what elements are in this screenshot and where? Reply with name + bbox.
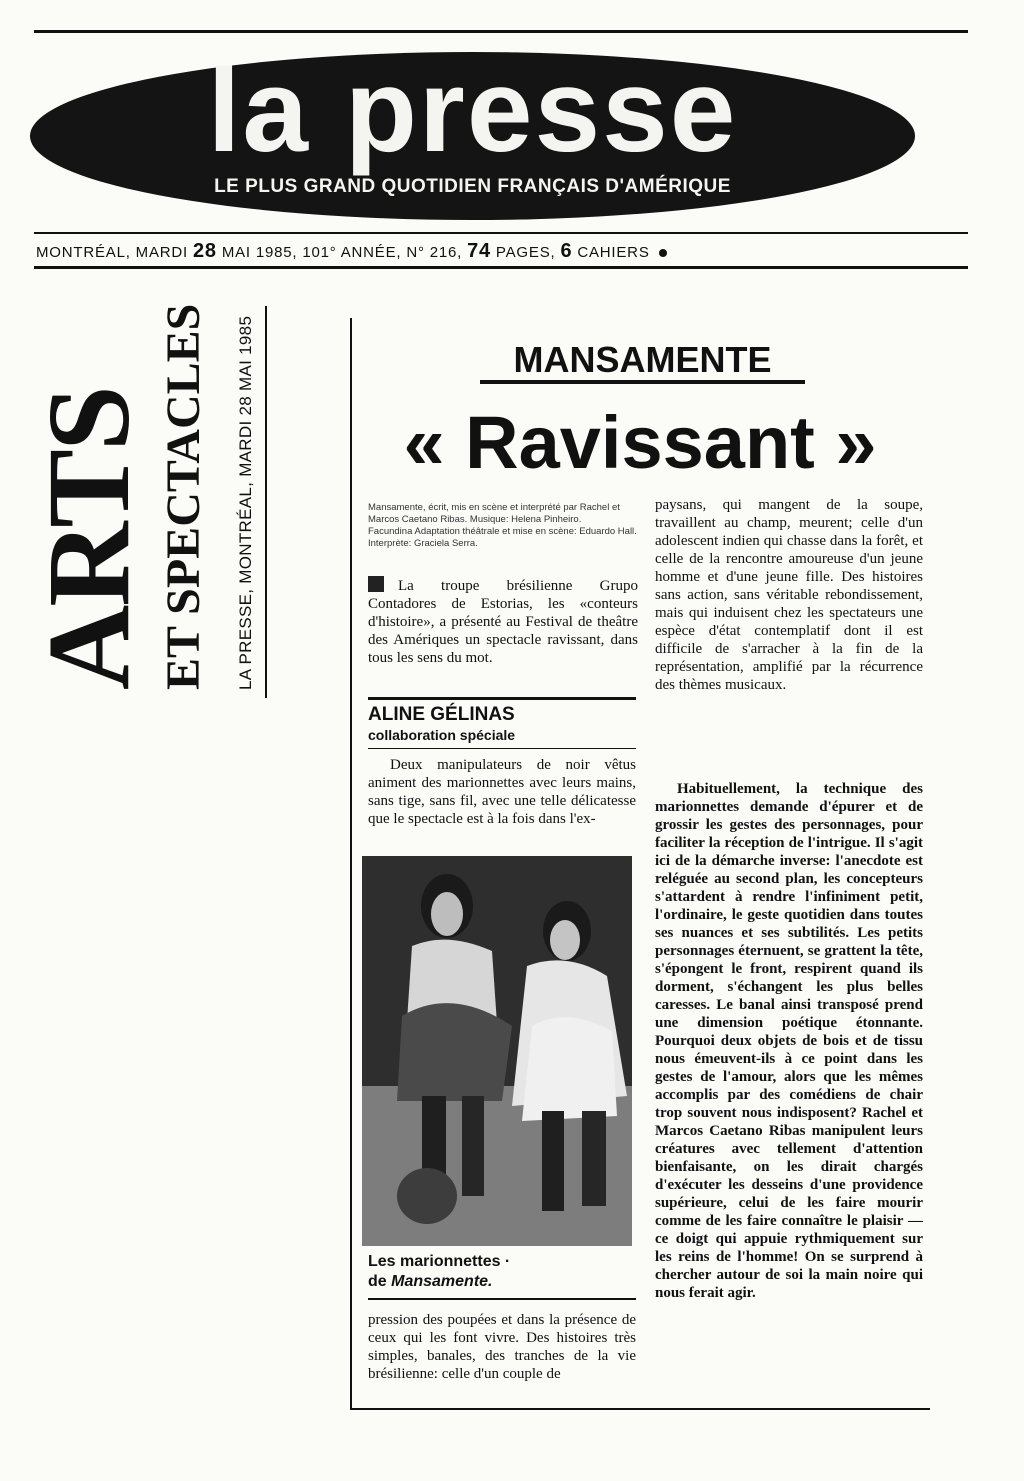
masthead-tagline: LE PLUS GRAND QUOTIDIEN FRANÇAIS D'AMÉRIQUE xyxy=(214,176,731,197)
article-bottom-rule xyxy=(350,1408,930,1410)
section-title: ARTS xyxy=(23,387,154,690)
dateline-bottom-rule xyxy=(34,266,968,269)
article-headline: « Ravissant » xyxy=(403,401,877,484)
credits-line: Mansamente, écrit, mis en scène et interprété par Rachel et Marcos Caetano Ribas. Musique: Helena Pinheiro. xyxy=(368,502,620,525)
top-rule xyxy=(34,30,968,33)
dateline-cahiers: 6 xyxy=(560,240,573,262)
section-subtitle: ET SPECTACLES xyxy=(157,303,210,690)
dateline-day: 28 xyxy=(192,240,217,262)
square-bullet-icon xyxy=(368,576,384,592)
dateline-prefix: MONTRÉAL, MARDI xyxy=(36,244,189,261)
dateline-pages: 74 xyxy=(467,240,491,262)
byline-bottom-rule xyxy=(368,748,636,749)
article-credits xyxy=(368,502,640,550)
paragraph: Habituellement, la technique des marionnettes demande d'épurer et de grossir les gestes des personnages, pour faciliter la réception de l'intrigue. Il s'agit ici de la démarche inverse: l'anecdote est reléguée au second plan, les concepteurs s'attardent à rendre l'infiniment petit, l'ordinaire, le geste quotidien dans toutes ses nuances et ses subtilités. Les petits personnages éternuent, se grattent la tête, s'épongent le front, respirent quand ils dorment, s'échangent les plus belles caresses. Le banal ainsi transposé prend une dimension poétique étonnante. Pourquoi deux objets de bois et de tissu nous émeuvent-ils à ce point dans les gestes de l'amour, alors que les mêmes accomplis par des comédiens de chair trop souvent nous indisposent? Rachel et Marcos Caetano Ribas manipulent leurs créatures avec tellement d'attention bienfaisante, on les dirait chargés d'exécuter les desseins d'une providence supérieure, celui de les faire mourir comme de les faire connaître le plaisir — ce doigt qui appuie rythmiquement sur les reins de l'homme! On se surprend à chercher autour de soi la main noire qui nous ferait agir. xyxy=(655,781,923,1301)
dateline-cahiers-label: CAHIERS xyxy=(577,244,650,261)
article-kicker: MANSAMENTE xyxy=(480,340,805,384)
paragraph: paysans, qui mangent de la soupe, travaillent au champ, meurent; celle d'un adolescent indien qui chasse dans la forêt, et celle de la rencontre amoureuse d'un jeune homme et d'une jeune fille. Des histoires sans action, sans véritable rebondissement, mais qui induisent chez les spectateurs une espèce d'état contemplatif dont il est difficile de s'arracher à la fin de la représentation, amplifié par la récurrence des thèmes musicaux. xyxy=(655,497,923,693)
byline-author: ALINE GÉLINAS xyxy=(368,704,515,725)
bullet-icon xyxy=(659,249,667,257)
caption-de: de xyxy=(368,1273,387,1290)
column-2-top xyxy=(655,496,923,694)
paragraph: pression des poupées et dans la présence de ceux qui les font vivre. Des histoires très simples, banales, des tranches de la vie brésilienne: celle d'un couple de xyxy=(368,1312,636,1382)
column-1-bottom xyxy=(368,1311,636,1383)
caption-prefix: Les marionnettes xyxy=(368,1253,501,1270)
dateline xyxy=(36,240,966,263)
section-date: LA PRESSE, MONTRÉAL, MARDI 28 MAI 1985 xyxy=(236,315,255,690)
puppets-photo xyxy=(362,856,632,1246)
article-left-rule xyxy=(350,318,352,1410)
credits-line: Facundina Adaptation théâtrale et mise en scène: Eduardo Hall. Interprète: Graciela Serra. xyxy=(368,526,637,549)
column-1-top xyxy=(368,756,636,828)
section-divider xyxy=(265,306,267,698)
caption-title: Mansamente. xyxy=(391,1273,493,1290)
column-2-bottom xyxy=(655,780,923,1302)
masthead-logo: la presse xyxy=(207,45,738,177)
dateline-pages-label: PAGES, xyxy=(495,244,556,261)
byline-role: collaboration spéciale xyxy=(368,727,516,743)
caption-rule xyxy=(368,1298,636,1300)
lede-text: La troupe brésilienne Grupo Contadores de Estorias, les «conteurs d'histoire», a présenté au Festival de theâtre des Amériques un spectacle ravissant, dans tous les sens du mot. xyxy=(368,578,638,666)
dateline-top-rule xyxy=(34,232,968,234)
byline-rule xyxy=(368,697,636,700)
dateline-mid: MAI 1985, 101° ANNÉE, N° 216, xyxy=(221,244,463,261)
article-lede xyxy=(368,576,638,667)
photo-caption: Les marionnettes · de Mansamente. xyxy=(368,1253,511,1290)
paragraph: Deux manipulateurs de noir vêtus animent des marionnettes avec leurs mains, sans tige, sans fil, avec une telle délicatesse que le spectacle est à la fois dans l'ex- xyxy=(368,757,636,827)
